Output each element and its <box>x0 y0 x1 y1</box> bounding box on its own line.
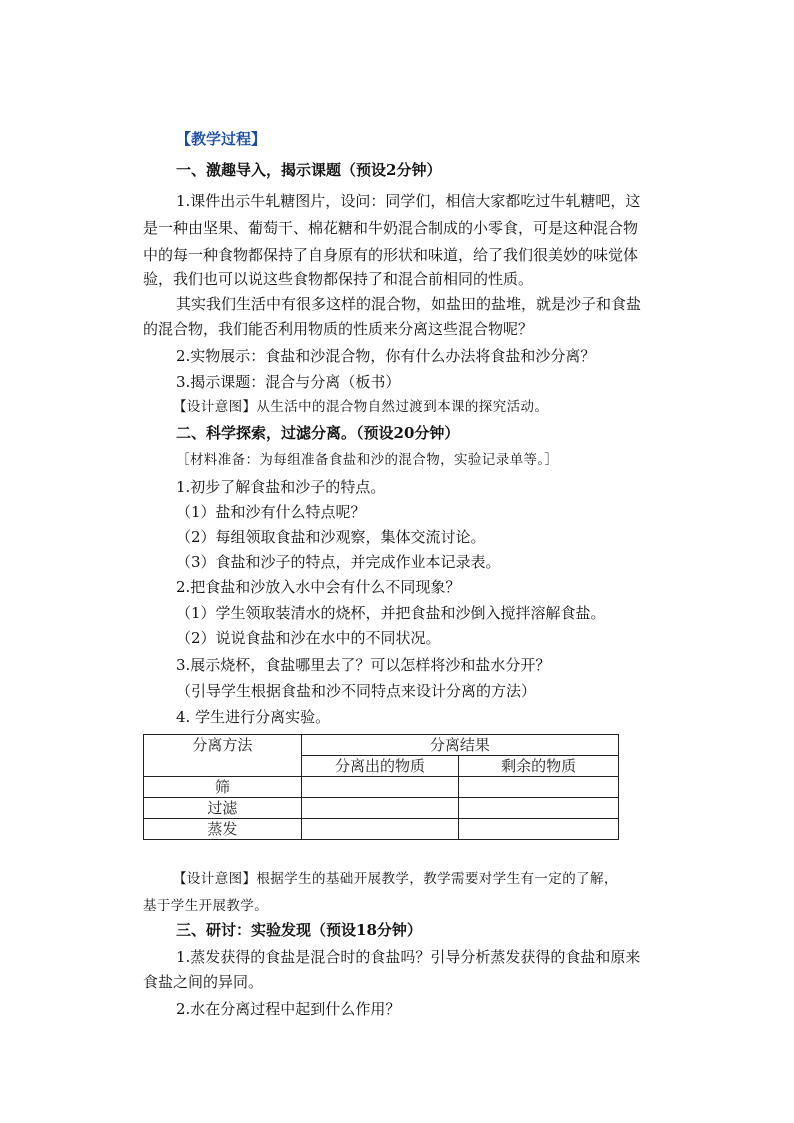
section-header: 【教学过程】 <box>176 130 267 148</box>
list-item: 3.展示烧杯，食盐哪里去了？可以怎样将沙和盐水分开？ <box>176 656 551 674</box>
paragraph-line: 其实我们生活中有很多这样的混合物，如盐田的盐堆，就是沙子和食盐 <box>176 295 642 313</box>
paragraph-line: 的混合物，我们能否利用物质的性质来分离这些混合物呢？ <box>143 320 534 338</box>
list-subitem: （1）学生领取装清水的烧杯，并把食盐和沙倒入搅拌溶解食盐。 <box>176 604 606 622</box>
table-row <box>144 798 619 819</box>
part1-heading: 一、激趣导入，揭示课题（预设2分钟） <box>176 161 442 179</box>
table-cell-empty <box>301 777 459 798</box>
list-item: 1.初步了解食盐和沙子的特点。 <box>176 478 386 496</box>
list-item: 3.揭示课题：混合与分离（板书） <box>176 373 401 391</box>
table-cell-empty <box>459 777 619 798</box>
part3-heading: 三、研讨：实验发现（预设18分钟） <box>176 921 422 939</box>
table-cell-empty <box>301 798 459 819</box>
list-item: 2.实物展示：食盐和沙混合物，你有什么办法将食盐和沙分离？ <box>176 347 596 365</box>
list-item: 4. 学生进行分离实验。 <box>176 708 331 726</box>
list-subitem: （1）盐和沙有什么特点呢？ <box>176 503 366 521</box>
table-cell-method: 蒸发 <box>144 819 302 840</box>
table-cell-method: 过滤 <box>144 798 302 819</box>
list-subitem: （2）每组领取食盐和沙观察，集体交流讨论。 <box>176 528 486 546</box>
table-cell-method: 筛 <box>144 777 302 798</box>
list-subitem: （引导学生根据食盐和沙不同特点来设计分离的方法） <box>176 682 537 700</box>
table-row <box>144 777 619 798</box>
table-header-method: 分离方法 <box>144 735 302 777</box>
table-header-row <box>144 735 619 756</box>
materials-note: ［材料准备：为每组准备食盐和沙的混合物，实验记录单等。］ <box>176 452 559 468</box>
table-cell-empty <box>459 819 619 840</box>
list-item: 2.把食盐和沙放入水中会有什么不同现象？ <box>176 578 461 596</box>
paragraph-line: 验，我们也可以说这些食物都保持了和混合前相同的性质。 <box>143 270 534 288</box>
list-item: 2.水在分离过程中起到什么作用？ <box>176 1000 401 1018</box>
paragraph-line: 1.课件出示牛轧糖图片，设问：同学们，相信大家都吃过牛轧糖吧，这 <box>176 192 641 210</box>
list-subitem: （2）说说食盐和沙在水中的不同状况。 <box>176 629 441 647</box>
paragraph-line: 1.蒸发获得的食盐是混合时的食盐吗？引导分析蒸发获得的食盐和原来 <box>176 948 641 966</box>
table-cell-empty <box>459 798 619 819</box>
table-header-result: 分离结果 <box>301 735 618 756</box>
separation-table <box>143 734 619 840</box>
table-cell-empty <box>301 819 459 840</box>
design-intent: 基于学生开展教学。 <box>143 898 269 914</box>
design-intent: 【设计意图】根据学生的基础开展教学，教学需要对学生有一定的了解， <box>173 871 618 887</box>
table-row <box>144 819 619 840</box>
design-intent: 【设计意图】从生活中的混合物自然过渡到本课的探究活动。 <box>173 399 549 415</box>
paragraph-line: 中的每一种食物都保持了自身原有的形状和味道，给了我们很美妙的味觉体 <box>143 246 639 264</box>
table-subheader-separated: 分离出的物质 <box>301 756 459 777</box>
list-subitem: （3）食盐和沙子的特点，并完成作业本记录表。 <box>176 553 501 571</box>
table-subheader-remaining: 剩余的物质 <box>459 756 619 777</box>
part2-heading: 二、科学探索，过滤分离。（预设20分钟） <box>176 424 460 442</box>
paragraph-line: 食盐之间的异同。 <box>143 973 264 991</box>
paragraph-line: 是一种由坚果、葡萄干、棉花糖和牛奶混合制成的小零食，可是这种混合物 <box>143 219 639 237</box>
